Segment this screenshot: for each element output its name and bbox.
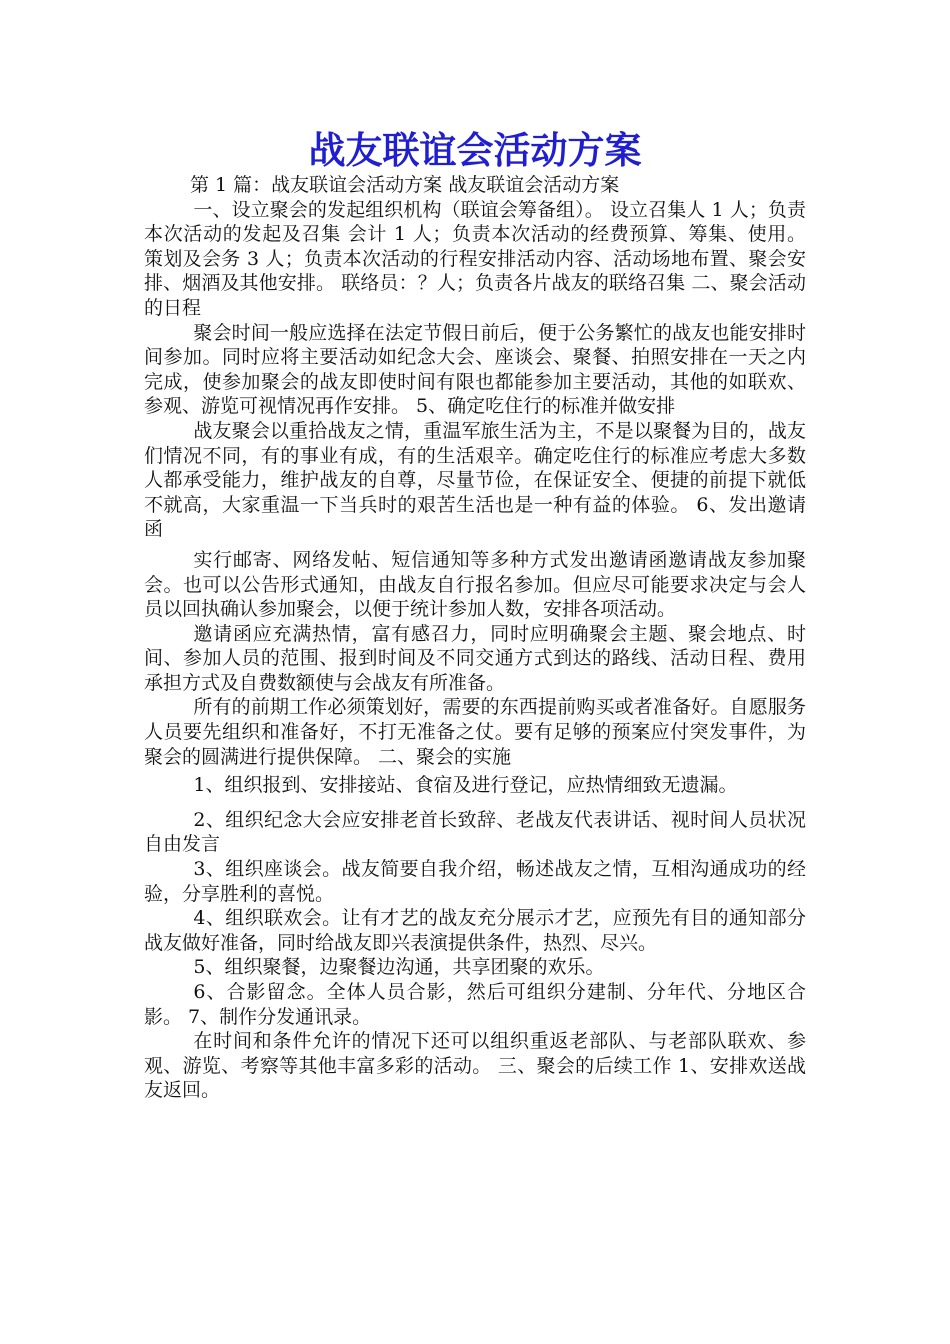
paragraph: 战友聚会以重拾战友之情，重温军旅生活为主，不是以聚餐为目的，战友们情况不同，有的事业有成，有的生活艰辛。确定吃住行的标准应考虑大多数人都承受能力，维护战友的自尊，尽量节俭，在保证安全、便捷的前提下就低不就高，大家重温一下当兵时的艰苦生活也是一种有益的体验。 6、发出邀请函	[144, 419, 806, 541]
list-item: 2、组织纪念大会应安排老首长致辞、老战友代表讲话、视时间人员状况自由发言	[144, 808, 806, 856]
paragraph: 一、设立聚会的发起组织机构（联谊会筹备组）。 设立召集人 1 人；负责本次活动的发起及召集 会计 1 人；负责本次活动的经费预算、筹集、使用。 策划及会务 3 人；负责本次活动的行程安排活动内容、活动场地布置、聚会安排、烟酒及其他安排。 联络员：？人；负责各片战友的联络召集 二、聚会活动的日程	[144, 198, 806, 319]
paragraph: 所有的前期工作必须策划好，需要的东西提前购买或者准备好。自愿服务人员要先组织和准备好，不打无准备之仗。要有足够的预案应付突发事件，为聚会的圆满进行提供保障。 二、聚会的实施	[144, 696, 806, 768]
list-item: 5、组织聚餐，边聚餐边沟通，共享团聚的欢乐。	[193, 956, 605, 979]
paragraph: 聚会时间一般应选择在法定节假日前后，便于公务繁忙的战友也能安排时间参加。同时应将主要活动如纪念大会、座谈会、聚餐、拍照安排在一天之内完成，使参加聚会的战友即使时间有限也都能参加主要活动，其他的如联欢、参观、游览可视情况再作安排。 5、确定吃住行的标准并做安排	[144, 321, 806, 418]
document-subtitle: 第 1 篇：战友联谊会活动方案 战友联谊会活动方案	[190, 174, 620, 196]
paragraph: 邀请函应充满热情，富有感召力，同时应明确聚会主题、聚会地点、时间、参加人员的范围、报到时间及不同交通方式到达的路线、活动日程、费用承担方式及自费数额使与会战友有所准备。	[144, 622, 806, 694]
document-title: 战友联谊会活动方案	[308, 128, 642, 172]
document-body	[144, 173, 806, 1103]
paragraph: 实行邮寄、网络发帖、短信通知等多种方式发出邀请函邀请战友参加聚会。也可以公告形式通知，由战友自行报名参加。但应尽可能要求决定与会人员以回执确认参加聚会，以便于统计参加人数，安排各项活动。	[144, 548, 806, 621]
list-item: 3、组织座谈会。战友简要自我介绍，畅述战友之情，互相沟通成功的经验，分享胜利的喜悦。	[144, 858, 806, 905]
paragraph: 在时间和条件允许的情况下还可以组织重返老部队、与老部队联欢、参观、游览、考察等其他丰富多彩的活动。 三、聚会的后续工作 1、安排欢送战友返回。	[144, 1030, 806, 1102]
list-item: 4、组织联欢会。让有才艺的战友充分展示才艺，应预先有目的通知部分战友做好准备，同时给战友即兴表演提供条件，热烈、尽兴。	[144, 907, 806, 954]
list-item: 6、合影留念。全体人员合影，然后可组织分建制、分年代、分地区合影。 7、制作分发通讯录。	[144, 981, 806, 1028]
list-item: 1、组织报到、安排接站、食宿及进行登记，应热情细致无遗漏。	[193, 774, 738, 797]
